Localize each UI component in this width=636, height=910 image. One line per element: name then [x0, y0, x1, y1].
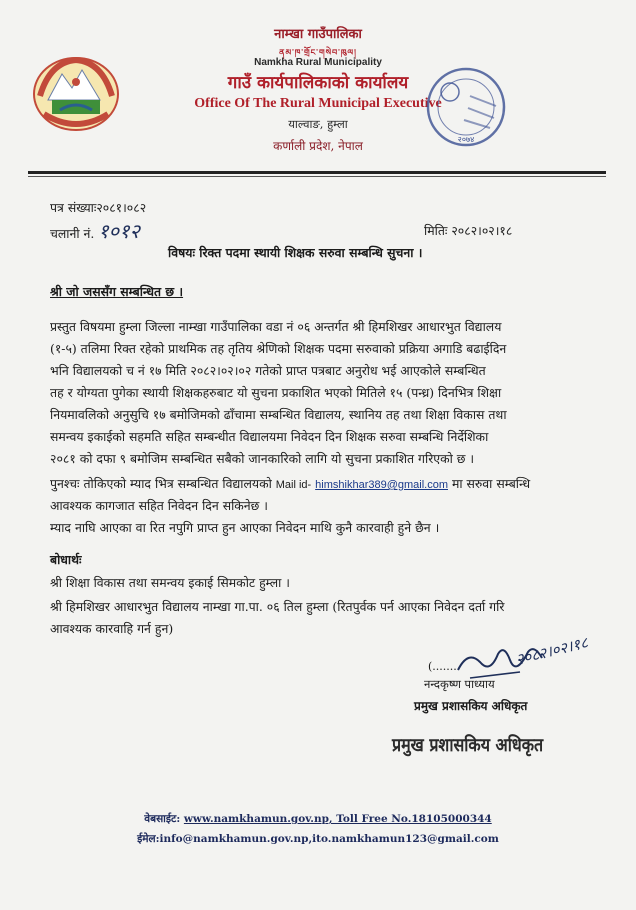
header-title-nepali: नाम्खा गाउँपालिका [274, 27, 362, 42]
signatory-name: नन्दकृष्ण पाध्याय [424, 677, 495, 691]
school-email-link[interactable]: himshikhar389@gmail.com [315, 479, 448, 491]
letter-date [424, 220, 512, 242]
email-link[interactable]: info@namkhamun.gov.np,ito.namkhamun123@gmail.com [159, 833, 499, 845]
note-text-before: पुनश्चः तोकिएको म्याद भित्र सम्बन्धित विद्यालयको [50, 476, 272, 491]
stamp-year: २०७४ [457, 135, 475, 144]
signature-dots: (....... [428, 660, 457, 673]
letter-date-label: मितिः [424, 223, 448, 238]
signatory-title: प्रमुख प्रशासकिय अधिकृत [414, 699, 528, 713]
subject-label: विषयः [168, 245, 195, 260]
mail-label: Mail id- [275, 479, 312, 491]
header-divider-thin [28, 176, 606, 177]
cc-line-1: श्री शिक्षा विकास तथा समन्वय इकाई सिमकोट हुम्ला । [50, 575, 291, 590]
cc-line-2: श्री हिमशिखर आधारभुत विद्यालय नाम्खा गा.पा. ०६ तिल हुम्ला (रितपुर्वक पर्न आएका निवेदन दर्ता गरि [50, 599, 505, 614]
dispatch-number [50, 220, 140, 245]
subject-text: रिक्त पदमा स्थायी शिक्षक सरुवा सम्बन्धि सुचना । [199, 245, 423, 260]
body-line: तह र योग्यता पुगेका स्थायी शिक्षकहरुबाट यो सुचना प्रकाशित भएको मितिले १५ (पन्ध्र) दिनभित्र शिक्षा [50, 385, 502, 400]
header-office-nepali: गाउँ कार्यपालिकाको कार्यालय [227, 73, 409, 93]
letter-number [50, 197, 146, 219]
body-line: नियमावलिको अनुसुचि १७ बमोजिमको ढाँचामा सम्बन्धित विद्यालय, स्थानिय तह तथा शिक्षा विकास तथा [50, 407, 507, 422]
footer-website [0, 812, 636, 826]
letter-date-value: २०८२।०२।१८ [451, 223, 513, 238]
body-line: भनि विद्यालयको च नं १७ मिति २०८२।०२।०२ गतेको प्राप्त पत्रबाट अनुरोध भई आएकोले सम्बन्धित [50, 363, 486, 378]
body-line: प्रस्तुत विषयमा हुम्ला जिल्ला नाम्खा गाउँपालिका वडा नं ०६ अन्तर्गत श्री हिमशिखर आधारभुत विद्यालय [50, 319, 502, 334]
header-divider-thick [28, 171, 606, 174]
note-text-after: मा सरुवा सम्बन्धि [451, 476, 531, 491]
body-paragraph [50, 316, 570, 470]
salutation: श्री जो जससँग सम्बन्धित छ । [50, 284, 184, 299]
header-location: याल्वाङ, हुम्ला [288, 117, 348, 131]
note-line-3: म्याद नाघि आएका वा रित नपुगि प्राप्त हुन आएका निवेदन माथि कुनै कारवाही हुने छैन । [50, 520, 440, 535]
dispatch-number-label: चलानी नं. [50, 226, 95, 241]
subject-line [168, 242, 422, 264]
footer-email [0, 832, 636, 846]
letter-number-label: पत्र संख्याः [50, 200, 97, 215]
cc-line-3: आवश्यक कारवाहि गर्न हुन) [50, 621, 174, 636]
body-line: समन्वय इकाईको सहमति सहित सम्बन्धीत विद्यालयमा निवेदन दिन शिक्षक सरुवा सम्बन्धि निर्देशिका [50, 429, 489, 444]
note-line-1 [50, 475, 530, 492]
body-line: (१-५) तलिमा रिक्त रहेको प्राथमिक तह तृतिय श्रेणिको शिक्षक पदमा सरुवाको प्रक्रिया अगाडि बढाईदिन [50, 341, 507, 356]
designation-stamp: प्रमुख प्रशासकिय अधिकृत [392, 733, 544, 756]
website-label: वेबसाईट: [144, 813, 181, 825]
signature-handwritten-date: २०८२।०२।१८ [513, 633, 590, 669]
cc-label: बोधार्थः [50, 552, 82, 567]
website-link[interactable]: www.namkhamun.gov.np, Toll Free No.18105000344 [183, 813, 492, 825]
letter-number-value: २०८१।०८२ [96, 200, 147, 215]
header-province: कर्णाली प्रदेश, नेपाल [273, 139, 363, 153]
header-title-english: Namkha Rural Municipality [254, 57, 382, 68]
note-line-2: आवश्यक कागजात सहित निवेदन दिन सकिनेछ । [50, 498, 269, 513]
header-title-tibetan: ནམ་ཁ་གྲོང་གསེབ་ཁུལ། [279, 48, 357, 57]
email-label: ईमेल: [137, 833, 160, 845]
header-office-english: Office Of The Rural Municipal Executive [194, 96, 442, 111]
dispatch-number-handwritten: १०१२ [98, 219, 140, 243]
body-line: २०८१ को दफा ९ बमोजिम सम्बन्धित सबैको जानकारिको लागि यो सुचना प्रकाशित गरिएको छ । [50, 451, 475, 466]
office-round-stamp-icon [420, 62, 512, 152]
